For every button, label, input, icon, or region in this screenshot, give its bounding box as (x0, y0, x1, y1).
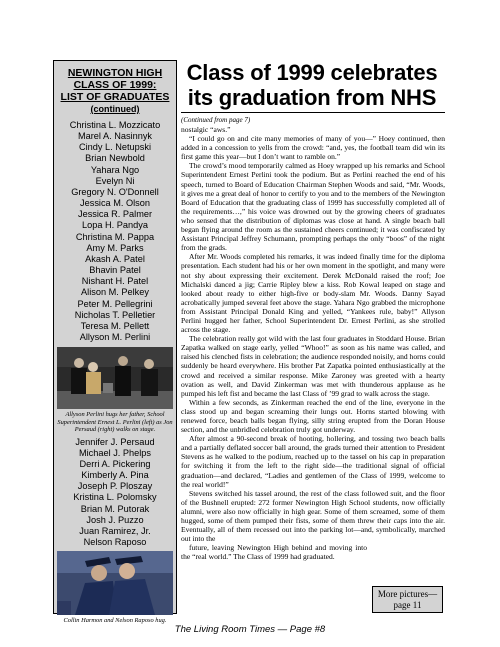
photo-perlini-hug-image (57, 347, 173, 409)
graduate-name: Christina M. Pappa (75, 231, 155, 242)
article-paragraph: Within a few seconds, as Zinkerman reached the end of the line, everyone in the class stood up and began screaming their lungs out. Horns started blowing with renewed force, beach balls began flying, silly string erupted from the Doran House section, and the unbridled celebration truly got underway. (181, 397, 445, 435)
graduates-sidebar (53, 60, 177, 625)
graduate-name: Juan Ramirez, Jr. (79, 525, 151, 536)
photo-harmon-raposo-image (57, 551, 173, 615)
article-title-line2: its graduation from NHS (187, 85, 437, 110)
graduate-list-a (54, 120, 176, 343)
graduate-name: Bhavin Patel (89, 265, 141, 276)
title-divider (181, 112, 445, 113)
sidebar-heading-line1: NEWINGTON HIGH (67, 67, 163, 79)
graduate-name: Kimberly A. Pina (81, 470, 149, 481)
more-pictures-line2: page 11 (393, 600, 422, 610)
graduate-name: Cindy L. Netupski (78, 142, 151, 153)
graduate-name: Derri A. Pickering (79, 458, 151, 469)
article-title (181, 60, 443, 110)
photo-perlini-caption: Allyson Perlini hugs her father, School Superintendent Ernest L. Perlini (left) as Jon Persaud (right) walks on stage. (57, 411, 173, 434)
article-body (181, 116, 445, 562)
sidebar-heading-sub: (continued) (90, 104, 140, 114)
graduate-name: Yahara Ngo (90, 164, 140, 175)
graduate-name: Jessica R. Palmer (77, 209, 153, 220)
article-paragraphs (181, 125, 445, 562)
graduate-name: Kristina L. Polomsky (73, 492, 157, 503)
graduate-name: Alison M. Pelkey (81, 287, 149, 298)
article-paragraph: “I could go on and cite many memories of many of you—” Hoey continued, then added in a concession to yells from the crowd: “and, yes, the football team did win its first game this year—but I don’t want to ramble on.” (181, 134, 445, 162)
graduate-name: Nelson Raposo (83, 537, 147, 548)
graduate-list-b (54, 437, 176, 549)
more-pictures-box (372, 586, 443, 613)
graduate-name: Jennifer J. Persaud (75, 436, 155, 447)
photo-perlini-hug (57, 347, 173, 409)
graduate-name: Peter M. Pellegrini (77, 298, 153, 309)
article-paragraph: After Mr. Woods completed his remarks, it was indeed finally time for the diploma presentation. Each student had his or her own moment in the spotlight, and many were not shy about expressing their excitement. Derek McDonald raised the roof; Joe Michalski danced a jig; Carrie Ripley blew a kiss. Rob Kowal leaped on stage and looked about ready to either high-five or body-slam Mr. Woods. Danny Sayad acrobatically jumped several feet above the stage. Yahara Ngo grabbed the microphone from Assistant Principal Donald King and yelled, “Yankees rule, baby!” Allyson Perlini hugged her father, School Superintendent Dr. Ernest Perlini, as she strolled across the stage. (181, 252, 445, 335)
graduate-name: Nicholas T. Pelletier (74, 309, 156, 320)
graduate-name: Evelyn Ni (95, 175, 135, 186)
graduate-name: Jessica M. Olson (80, 198, 150, 209)
graduate-name: Joseph P. Ploszay (77, 481, 153, 492)
sidebar-heading-line3: LIST OF GRADUATES (60, 91, 170, 103)
graduate-name: Michael J. Phelps (78, 447, 151, 458)
graduate-name: Josh J. Puzzo (86, 514, 144, 525)
graduate-name: Lopa H. Pandya (82, 220, 148, 231)
article-paragraph: The celebration really got wild with the last four graduates in Stoddard House. Brian Zapatka walked on stage early, yelled “Whoo!” as soon as his name was called, and raised his clenched fists in celebration; the audience responded noisily, and horns could suddenly be heard everywhere. His brother Pat Zapatka pointed enthusiastically at the crowd and received a similar response. Mike Zaroney was greeted with a hearty ovation as well, and David Zinkerman was met with thunderous applause as he pumped his left fist and became the last Class of ’99 grad to walk across the stage. (181, 334, 445, 398)
graduate-name: Gregory N. O'Donnell (71, 186, 159, 197)
graduate-name: Allyson M. Perlini (79, 331, 151, 342)
more-pictures-line1: More pictures— (377, 589, 438, 599)
graduate-name: Nishant H. Patel (81, 276, 149, 287)
photo-harmon-raposo (57, 551, 173, 615)
photo-harmon-caption: Collin Harmon and Nelson Raposo hug. (63, 617, 167, 625)
sidebar-heading-line2: CLASS OF 1999: (73, 79, 157, 91)
graduate-name: Christina L. Mozzicato (69, 120, 161, 130)
sidebar-heading (54, 67, 176, 115)
article-paragraph: The crowd’s mood temporarily calmed as Hoey wrapped up his remarks and School Superintendent Ernest Perlini took the podium. But as Perlini reached the end of his speech, turned to Board of Education Chairman Stephen Woods and said, “Mr. Woods, it gives me a great deal of honor to certify to you and to the members of the Newington Board of Education that the graduating class of 1999 has successfully completed all of the requirements…,” his voice was drowned out by the growing cheers of graduates who sensed that the distribution of diplomas was close at hand. A single beach ball began flying around the room as the sustained cheers continued; it was confiscated by Assistant Principal Jeffrey Schumann, prompting perhaps the only “boos” of the night from the grads. (181, 161, 445, 253)
continued-from-note: (Continued from page 7) (181, 116, 251, 124)
article-title-line1: Class of 1999 celebrates (186, 60, 438, 85)
graduate-name: Teresa M. Pellett (80, 320, 150, 331)
graduate-name: Marel A. Nasinnyk (77, 131, 153, 142)
graduate-name: Brian Newbold (85, 153, 145, 164)
article-paragraph: future, leaving Newington High behind and moving into the “real world.” The Class of 1999 had graduated. (181, 543, 367, 562)
graduate-name: Brian M. Putorak (80, 503, 150, 514)
graduate-name: Akash A. Patel (85, 253, 145, 264)
article-paragraph: nostalgic “aws.” (181, 125, 231, 134)
article-paragraph: After almost a 90-second break of hooting, hollering, and tossing two beach balls and a partially deflated soccer ball around, the grads turned their attention to President Stevens as he walked to the podium, reached up to the tassel on his cap in preparation for switching it from the left to the right side—the traditional signal of official graduation—and declared, “Ladies and gentlemen of the Class of 1999, welcome to the real world!” (181, 434, 445, 489)
page-footer: The Living Room Times — Page #8 (174, 624, 326, 635)
graduate-name: Amy M. Parks (86, 242, 144, 253)
article-paragraph: Stevens switched his tassel around, the rest of the class followed suit, and the floor of the Bushnell erupted: 272 former Newington High School students, now officially alumni, were also now officially in high gear. Some of them screamed, some of them hugged, some of them pumped their fists, some of them threw their caps into the air. Eventually, all of them recessed out into the parking lot—and, symbolically, marched out into the (181, 488, 445, 544)
